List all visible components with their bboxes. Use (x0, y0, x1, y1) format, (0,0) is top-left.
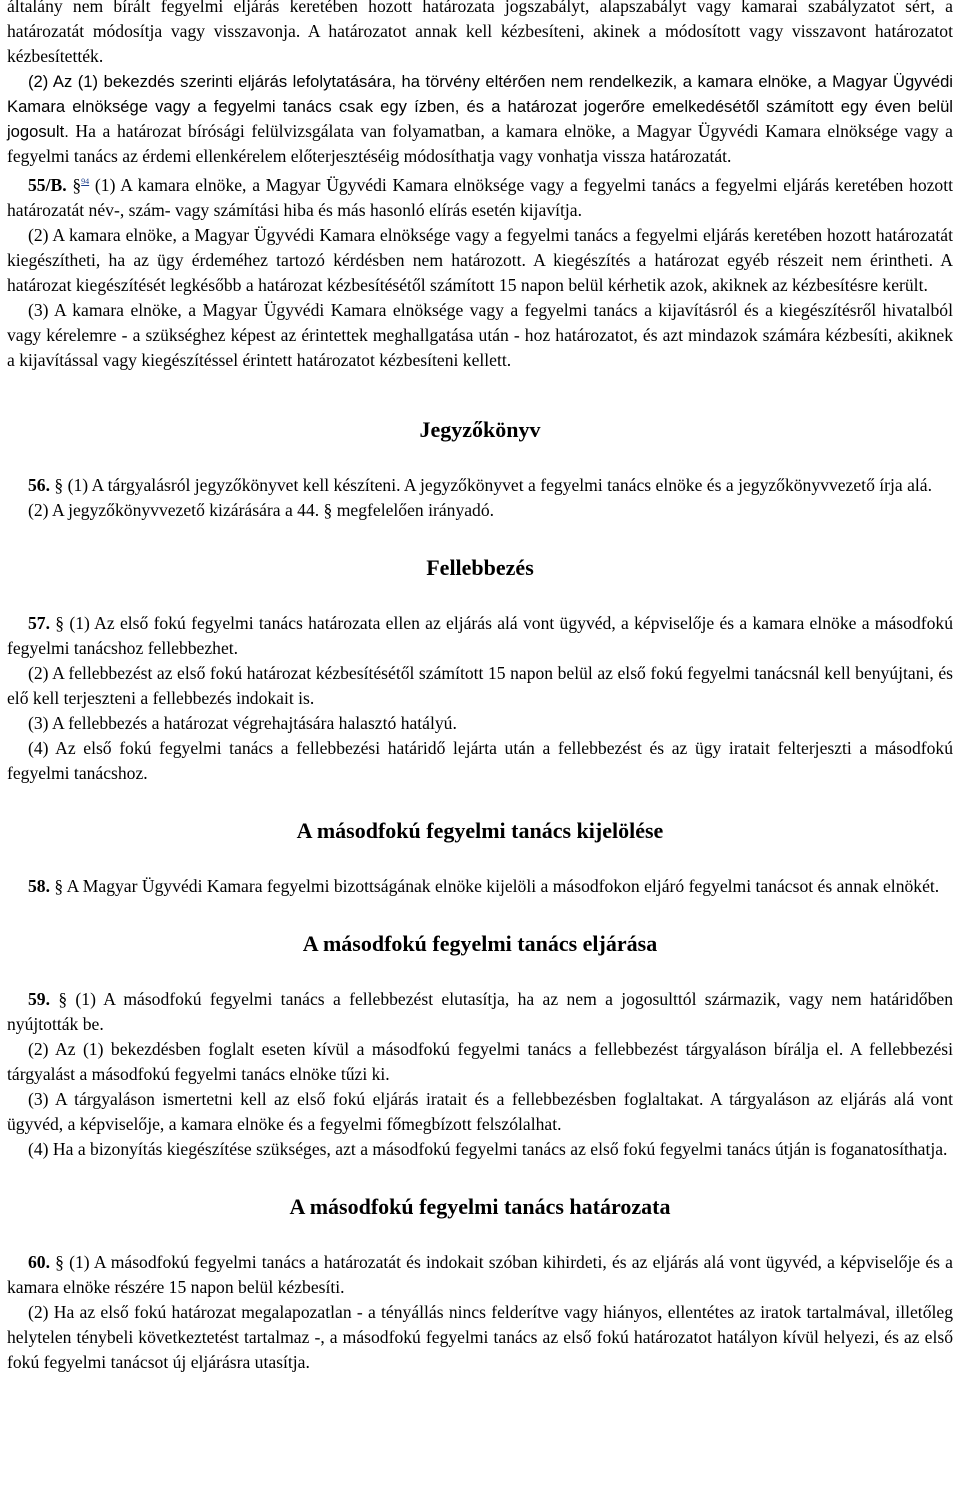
section-57-1 (7, 611, 953, 661)
section-59-1 (7, 987, 953, 1037)
section-57-3: (3) A fellebbezés a határozat végrehajtására halasztó hatályú. (28, 713, 457, 733)
section-56-1 (7, 473, 953, 498)
section-text: § (1) A tárgyalásról jegyzőkönyvet kell készíteni. A jegyzőkönyvet a fegyelmi tanács elnöke és a jegyzőkönyvvezető írja alá. (50, 475, 933, 495)
section-59-2: (2) Az (1) bekezdésben foglalt eseten kívül a másodfokú fegyelmi tanács a fellebbezést tárgyaláson bírálja el. A fellebbezési tárgyalást a másodfokú fegyelmi tanács elnöke tűzi ki. (7, 1039, 953, 1084)
section-number: 55/B. (28, 175, 67, 195)
footnote-link[interactable]: 94 (81, 177, 90, 186)
section-58 (7, 874, 953, 899)
section-56-2: (2) A jegyzőkönyvvezető kizárására a 44. § megfelelően irányadó. (28, 500, 495, 520)
section-text: § (1) A másodfokú fegyelmi tanács a fellebbezést elutasítja, ha az nem a jogosulttól származik, vagy nem határidőben nyújtották be. (7, 989, 953, 1034)
section-text: § (1) Az első fokú fegyelmi tanács határozata ellen az eljárás alá vont ügyvéd, a képviselője és a kamara elnöke a másodfokú fegyelmi tanácshoz fellebbezhet. (7, 613, 953, 658)
section-55b-3: (3) A kamara elnöke, a Magyar Ügyvédi Kamara elnöksége vagy a fegyelmi tanács a kijavításról és a kiegészítésről hivatalból vagy kérelemre - a szükséghez képest az érintettek meghallgatása után - hoz határozatot, és azt mindazok számára kézbesíti, akiknek a kijavítással vagy kiegészítéssel érintett határozatot kézbesíteni kellett. (7, 300, 953, 370)
section-sign: § (72, 175, 82, 195)
heading-hatarozata: A másodfokú fegyelmi tanács határozata (289, 1194, 671, 1219)
section-60-2: (2) Ha az első fokú határozat megalapozatlan - a tényállás nincs felderítve vagy hiányos, ellentétes az iratok tartalmával, illetőleg helytelen ténybeli következtetést tartalmaz -, a másodfokú fegyelmi tanács az első fokú határozatot hatályon kívül helyezi, és az első fokú fegyelmi tanácsot új eljárásra utasítja. (7, 1302, 953, 1372)
heading-fellebbezes: Fellebbezés (426, 555, 534, 580)
heading-eljarasa: A másodfokú fegyelmi tanács eljárása (302, 931, 658, 956)
paragraph-55a-2-serif: Ha a határozat bírósági felülvizsgálata van folyamatban, a kamara elnöke, a Magyar Ügyvédi Kamara elnöksége vagy a fegyelmi tanács az érdemi ellenkérelem előterjesztéséig módosíthatja vagy vonhatja vissza határozatát. (7, 121, 953, 166)
section-text: (1) A kamara elnöke, a Magyar Ügyvédi Kamara elnöksége vagy a fegyelmi tanács a fegyelmi eljárás keretében hozott határozatát név-, szám- vagy számítási hiba és más hasonló elírás esetén kijavítja. (7, 175, 954, 220)
section-55b-2: (2) A kamara elnöke, a Magyar Ügyvédi Kamara elnöksége vagy a fegyelmi tanács a fegyelmi eljárás keretében hozott határozatát kiegészítheti, ha az ügy érdeméhez tartozó kérdésben nem határozott. A kiegészítés a határozat egyéb részeit nem érintheti. A határozat kiegészítését legkésőbb a határozat kézbesítésétől számított 15 napon belül kérhetik azok, akiknek az kézbesítésre került. (7, 225, 953, 295)
section-57-2: (2) A fellebbezést az első fokú határozat kézbesítésétől számított 15 napon belül az első fokú fegyelmi tanácsnál kell benyújtani, és elő kell terjeszteni a fellebbezés indokait is. (7, 663, 953, 708)
section-55b-1 (7, 169, 953, 223)
heading-kijelolese: A másodfokú fegyelmi tanács kijelölése (296, 818, 664, 843)
section-number: 56. (28, 475, 50, 495)
section-59-3: (3) A tárgyaláson ismertetni kell az első fokú eljárás iratait és a fellebbezésben foglaltakat. A tárgyaláson az eljárás alá vont ügyvéd, a képviselője, a kamara elnöke és a fegyelmi főmegbízott felszólalhat. (7, 1089, 953, 1134)
section-number: 59. (28, 989, 50, 1009)
section-number: 58. (28, 876, 50, 896)
paragraph-55a-2-sans: (2) Az (1) bekezdés szerinti eljárás lefolytatására, ha törvény eltérően nem rendelkezik, a kamara elnöke, a Magyar Ügyvédi Kamara elnöksége vagy a fegyelmi tanács csak egy ízben, és a határozat jogerőre emelkedésétől számított egy éven belül jogosult. (7, 72, 953, 141)
heading-jegyzokonyv: Jegyzőkönyv (419, 417, 541, 442)
section-57-4: (4) Az első fokú fegyelmi tanács a fellebbezési határidő lejárta után a fellebbezést és az ügy iratait felterjeszti a másodfokú fegyelmi tanácshoz. (7, 738, 953, 783)
paragraph-55a-2 (7, 69, 953, 169)
section-60-1 (7, 1250, 953, 1300)
section-number: 60. (28, 1252, 50, 1272)
section-text: § A Magyar Ügyvédi Kamara fegyelmi bizottságának elnöke kijelöli a másodfokon eljáró fegyelmi tanácsot és annak elnökét. (50, 876, 940, 896)
section-59-4: (4) Ha a bizonyítás kiegészítése szükséges, azt a másodfokú fegyelmi tanács az első fokú fegyelmi tanács útján is foganatosíthatja. (28, 1139, 948, 1159)
paragraph-continuation: általány nem bírált fegyelmi eljárás keretében hozott határozata jogszabályt, alapszabályt vagy kamarai szabályzatot sért, a határozatát módosítja vagy visszavonja. A határozatot annak kell kézbesíteni, akinek a módosított vagy visszavont határozatot kézbesítették. (7, 0, 953, 66)
section-number: 57. (28, 613, 50, 633)
section-text: § (1) A másodfokú fegyelmi tanács a határozatát és indokait szóban kihirdeti, és az eljárás alá vont ügyvéd, a képviselője és a kamara elnöke részére 15 napon belül kézbesíti. (7, 1252, 953, 1297)
